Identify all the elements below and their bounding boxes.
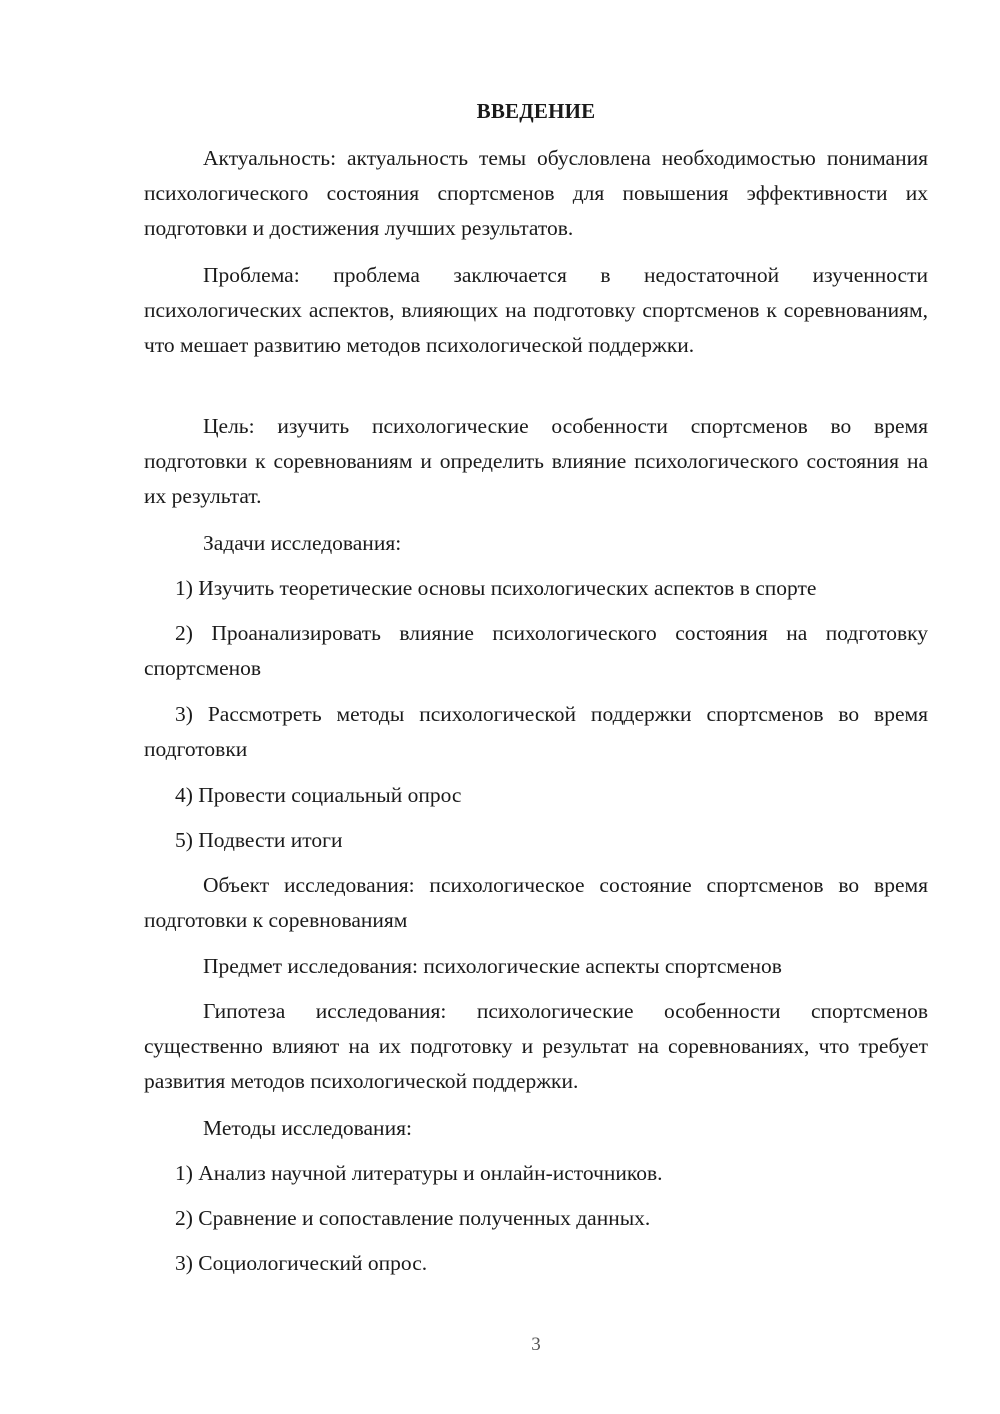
list-item-task-1: 1) Изучить теоретические основы психологических аспектов в спорте (175, 576, 817, 600)
list-item-method-2: 2) Сравнение и сопоставление полученных данных. (175, 1206, 651, 1230)
page-number: 3 (531, 1334, 541, 1355)
paragraph-hypothesis: Гипотеза исследования: психологические особенности спортсменов существенно влияют на их подготовку и результат на соревнованиях, что требует развития методов психологической поддержки. (144, 999, 928, 1093)
list-item-method-3: 3) Социологический опрос. (175, 1251, 428, 1275)
paragraph-goal: Цель: изучить психологические особенности спортсменов во время подготовки к соревнованиям и определить влияние психологического состояния на их результат. (144, 414, 928, 508)
paragraph-problem: Проблема: проблема заключается в недостаточной изученности психологических аспектов, влияющих на подготовку спортсменов к соревнованиям, что мешает развитию методов психологической поддержки. (144, 263, 928, 357)
list-item-task-4: 4) Провести социальный опрос (175, 783, 462, 807)
paragraph-relevance: Актуальность: актуальность темы обусловлена необходимостью понимания психологического состояния спортсменов для повышения эффективности их подготовки и достижения лучших результатов. (144, 146, 928, 240)
paragraph-tasks-heading: Задачи исследования: (203, 531, 402, 555)
list-item-task-2: 2) Проанализировать влияние психологического состояния на подготовку спортсменов (144, 621, 928, 680)
section-title: ВВЕДЕНИЕ (476, 99, 596, 123)
list-item-method-1: 1) Анализ научной литературы и онлайн-источников. (175, 1161, 663, 1185)
paragraph-subject: Предмет исследования: психологические аспекты спортсменов (203, 954, 782, 978)
paragraph-methods-heading: Методы исследования: (203, 1116, 412, 1140)
list-item-task-5: 5) Подвести итоги (175, 828, 343, 852)
list-item-task-3: 3) Рассмотреть методы психологической поддержки спортсменов во время подготовки (144, 702, 928, 761)
document-page (144, 0, 928, 1414)
paragraph-object: Объект исследования: психологическое состояние спортсменов во время подготовки к соревнованиям (144, 873, 928, 932)
